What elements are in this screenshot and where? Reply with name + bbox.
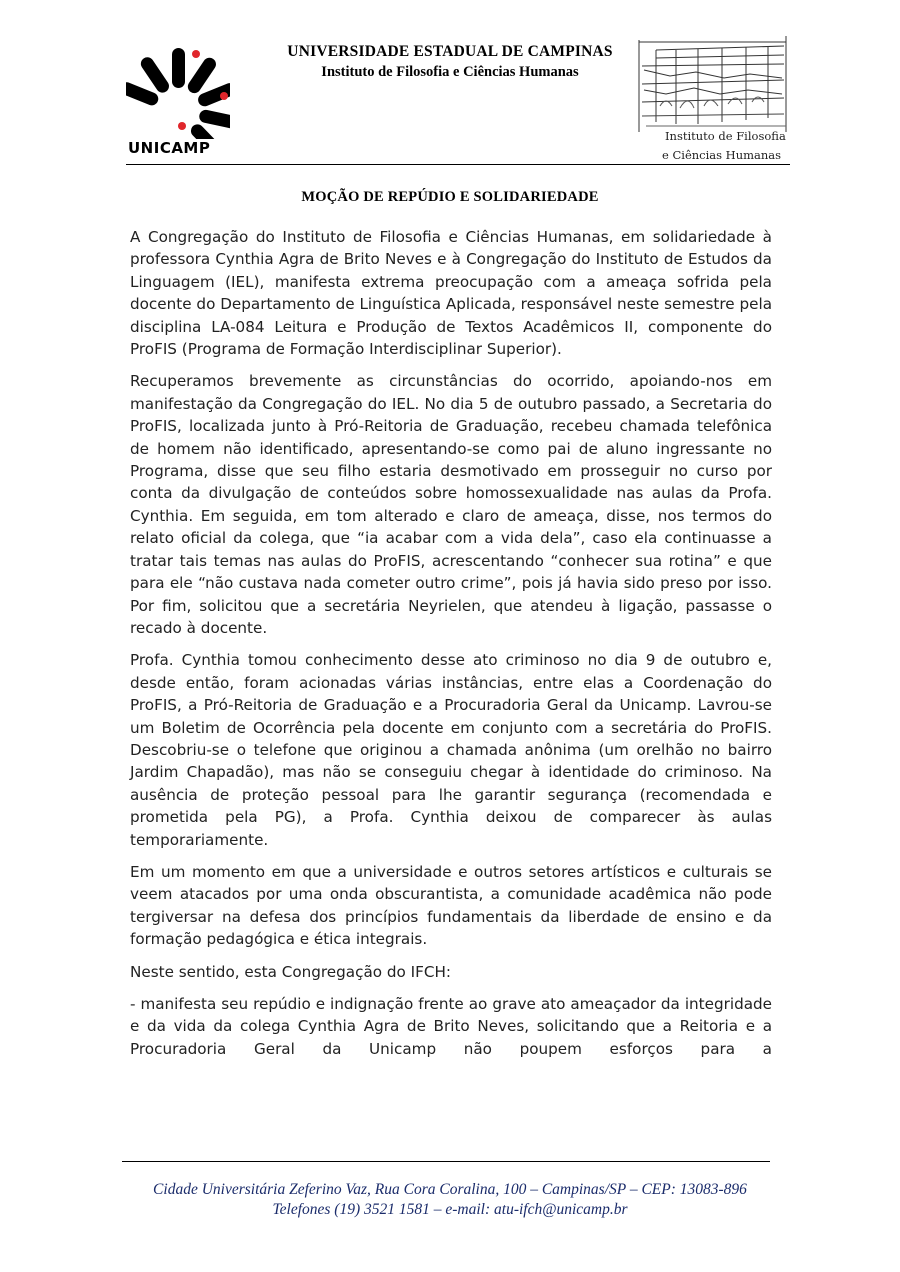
unicamp-logo-text: UNICAMP <box>128 139 211 157</box>
university-name: UNIVERSIDADE ESTADUAL DE CAMPINAS <box>287 43 613 60</box>
paragraph-2: Recuperamos brevemente as circunstâncias do ocorrido, apoiando-nos em manifestação da Congregação do IEL. No dia 5 de outubro passado, a Secretaria do ProFIS, localizada junto à Pró-Reitoria de Graduação, recebeu chamada telefônica de homem não identificado, apresentando-se como pai de aluno ingressante no Programa, disse que seu filho estaria desmotivado em prosseguir no curso por conta da divulgação de conteúdos sobre homossexualidade nas aulas da Profa. Cynthia. Em seguida, em tom alterado e claro de ameaça, disse, nos termos do relato oficial da colega, que “ia acabar com a vida dela”, caso ela continuasse a tratar tais temas nas aulas do ProFIS, acrescentando “conhecer sua rotina” e que para ele “não custava nada cometer outro crime”, pois já havia sido preso por isso. Por fim, solicitou que a secretária Neyrielen, que atendeu à ligação, passasse o recado à docente. <box>130 372 772 637</box>
footer-address: Cidade Universitária Zeferino Vaz, Rua Cora Coralina, 100 – Campinas/SP – CEP: 13083-896 <box>153 1181 747 1198</box>
paragraph-4: Em um momento em que a universidade e outros setores artísticos e culturais se veem atacados por uma onda obscurantista, a comunidade acadêmica não pode tergiversar na defesa dos princípios fundamentais da liberdade de ensino e da formação pedagógica e ética integrais. <box>130 862 772 949</box>
paragraph-5: Neste sentido, esta Congregação do IFCH: <box>130 962 451 981</box>
footer-contact: Telefones (19) 3521 1581 – e-mail: atu-ifch@unicamp.br <box>272 1201 628 1218</box>
document-body <box>130 226 772 1060</box>
paragraph-1: A Congregação do Instituto de Filosofia e Ciências Humanas, em solidariedade à professora Cynthia Agra de Brito Neves e à Congregação do Instituto de Estudos da Linguagem (IEL), manifesta extrema preocupação com a ameaça sofrida pela docente do Departamento de Linguística Aplicada, responsável neste semestre pela disciplina LA-084 Leitura e Produção de Textos Acadêmicos II, componente do ProFIS (Programa de Formação Interdisciplinar Superior). <box>130 228 772 359</box>
letterhead <box>250 42 650 82</box>
paragraph-6: - manifesta seu repúdio e indignação frente ao grave ato ameaçador da integridade e da vida da colega Cynthia Agra de Brito Neves, solicitando que a Reitoria e a Procuradoria Geral da Unicamp não poupem esforços para a <box>130 995 772 1058</box>
ifch-caption-line-2: e Ciências Humanas <box>662 148 782 162</box>
document-title: MOÇÃO DE REPÚDIO E SOLIDARIEDADE <box>301 189 599 205</box>
institute-name: Instituto de Filosofia e Ciências Humanas <box>321 64 579 80</box>
footer-divider <box>122 1161 770 1162</box>
ifch-logo-caption <box>662 127 802 165</box>
footer <box>100 1180 800 1220</box>
ifch-caption-line-1: Instituto de Filosofia <box>665 129 786 143</box>
paragraph-3: Profa. Cynthia tomou conhecimento desse ato criminoso no dia 9 de outubro e, desde então, foram acionadas várias instâncias, entre elas a Coordenação do ProFIS, a Pró-Reitoria de Graduação e a Procuradoria Geral da Unicamp. Lavrou-se um Boletim de Ocorrência pela docente em conjunto com a secretária do ProFIS. Descobriu-se o telefone que originou a chamada anônima (um orelhão no bairro Jardim Chapadão), mas não se conseguiu chegar à identidade do criminoso. Na ausência de proteção pessoal para lhe garantir segurança (recomendada e prometida pela PG), a Profa. Cynthia deixou de comparecer às aulas temporariamente. <box>130 651 772 849</box>
header-divider <box>126 164 790 165</box>
